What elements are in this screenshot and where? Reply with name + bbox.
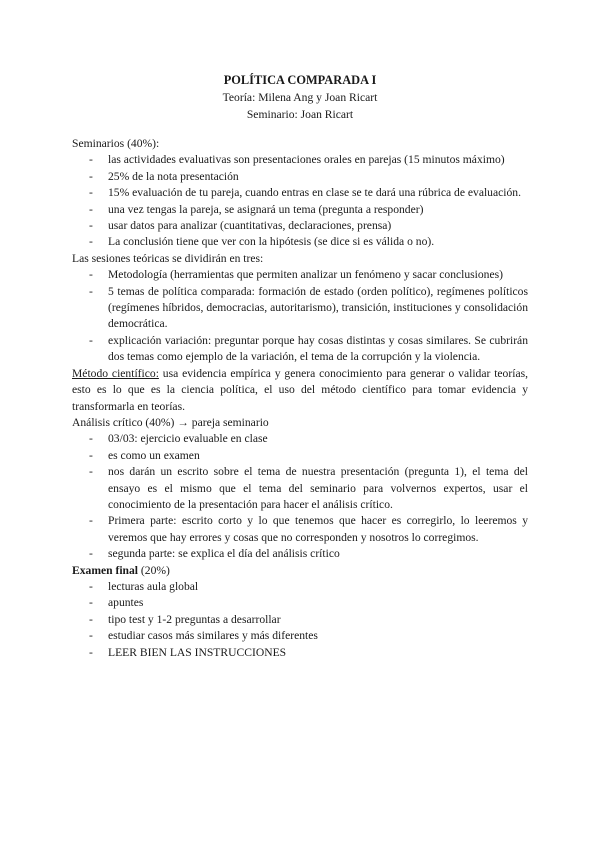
list-item — [72, 333, 528, 366]
dash-bullet: - — [89, 169, 93, 183]
list-item-text: segunda parte: se explica el día del análisis crítico — [108, 547, 340, 561]
examen-label: Examen final — [72, 563, 139, 577]
list-item-text: Metodología (herramientas que permiten analizar un fenómeno y sacar conclusiones) — [108, 268, 504, 282]
document-body — [72, 136, 528, 661]
dash-bullet: - — [89, 153, 93, 167]
seminarios-list — [72, 152, 528, 250]
seminarios-heading: Seminarios (40%): — [72, 137, 160, 150]
document-title: POLÍTICA COMPARADA I — [223, 73, 377, 87]
theory-instructors: Teoría: Milena Ang y Joan Ricart — [222, 91, 378, 104]
examen-list — [72, 579, 528, 661]
list-item — [72, 645, 528, 661]
list-item-text: 03/03: ejercicio evaluable en clase — [108, 432, 268, 446]
list-item-text: 25% de la nota presentación — [108, 169, 239, 183]
list-item-text: explicación variación: preguntar porque hay cosas distintas y cosas similares. Se cubrirán dos temas como ejemplo de la variación, el tema de la corrupción y la violencia. — [108, 333, 528, 364]
list-item — [72, 234, 528, 250]
dash-bullet: - — [89, 596, 93, 610]
dash-bullet: - — [89, 333, 93, 347]
dash-bullet: - — [89, 432, 93, 446]
list-item-text: La conclusión tiene que ver con la hipótesis (se dice si es válida o no). — [108, 235, 435, 249]
examen-heading — [72, 563, 528, 579]
sesiones-heading: Las sesiones teóricas se dividirán en tres: — [72, 251, 264, 265]
dash-bullet: - — [89, 514, 93, 528]
seminar-instructor: Seminario: Joan Ricart — [246, 108, 354, 121]
list-item-text: 5 temas de política comparada: formación de estado (orden político), regímenes políticos (regímenes híbridos, democracias, autoritarismo), transición, instituciones y consolidación democrática. — [108, 284, 528, 331]
document-header — [0, 72, 600, 123]
list-item-text: tipo test y 1-2 preguntas a desarrollar — [108, 612, 281, 626]
dash-bullet: - — [89, 629, 93, 643]
dash-bullet: - — [89, 645, 93, 659]
list-item — [72, 218, 528, 234]
list-item — [72, 202, 528, 218]
list-item-text: es como un examen — [108, 448, 200, 462]
dash-bullet: - — [89, 579, 93, 593]
dash-bullet: - — [89, 547, 93, 561]
list-item — [72, 431, 528, 447]
list-item-text: apuntes — [108, 596, 144, 610]
dash-bullet: - — [89, 186, 93, 200]
list-item-text: nos darán un escrito sobre el tema de nuestra presentación (pregunta 1), el tema del ensayo es el mismo que el tema del seminario para volvernos expertos, usar el conocimiento de la presentación para hacer el análisis crítico. — [108, 465, 528, 511]
dash-bullet: - — [89, 202, 93, 216]
list-item-text: estudiar casos más similares y más diferentes — [108, 629, 318, 643]
list-item — [72, 628, 528, 644]
list-item-text: las actividades evaluativas son presentaciones orales en parejas (15 minutos máximo) — [108, 153, 505, 167]
list-item — [72, 546, 528, 562]
list-item-text: 15% evaluación de tu pareja, cuando entras en clase se te dará una rúbrica de evaluación. — [108, 186, 521, 200]
list-item — [72, 267, 528, 283]
list-item — [72, 595, 528, 611]
list-item — [72, 579, 528, 595]
list-item-text: una vez tengas la pareja, se asignará un tema (pregunta a responder) — [108, 202, 424, 216]
metodo-label: Método científico: — [72, 366, 159, 380]
list-item-text: lecturas aula global — [108, 579, 199, 593]
list-item — [72, 513, 528, 546]
dash-bullet: - — [89, 268, 93, 282]
list-item — [72, 169, 528, 185]
list-item-text: usar datos para analizar (cuantitativas, declaraciones, prensa) — [108, 219, 392, 233]
list-item — [72, 464, 528, 513]
metodo-paragraph — [72, 366, 528, 415]
dash-bullet: - — [89, 235, 93, 249]
dash-bullet: - — [89, 465, 93, 479]
list-item — [72, 284, 528, 333]
list-item — [72, 612, 528, 628]
dash-bullet: - — [89, 612, 93, 626]
list-item-text: LEER BIEN LAS INSTRUCCIONES — [108, 645, 287, 659]
sesiones-list — [72, 267, 528, 365]
list-item — [72, 152, 528, 168]
dash-bullet: - — [89, 219, 93, 233]
analisis-list — [72, 431, 528, 562]
examen-pct: (20%) — [138, 563, 170, 577]
analisis-heading: Análisis crítico (40%) → pareja seminario — [72, 415, 269, 429]
list-item — [72, 185, 528, 201]
list-item-text: Primera parte: escrito corto y lo que tenemos que hacer es corregirlo, lo leeremos y veremos que hay errores y cosas que no corresponden y nosotros lo corregimos. — [108, 514, 528, 544]
list-item — [72, 448, 528, 464]
dash-bullet: - — [89, 448, 93, 462]
dash-bullet: - — [89, 284, 93, 298]
metodo-text: usa evidencia empírica y genera conocimiento para generar o validar teorías, esto es lo que es la ciencia política, el uso del método científico para tomar evidencia y transformarla en teorías. — [72, 366, 528, 413]
